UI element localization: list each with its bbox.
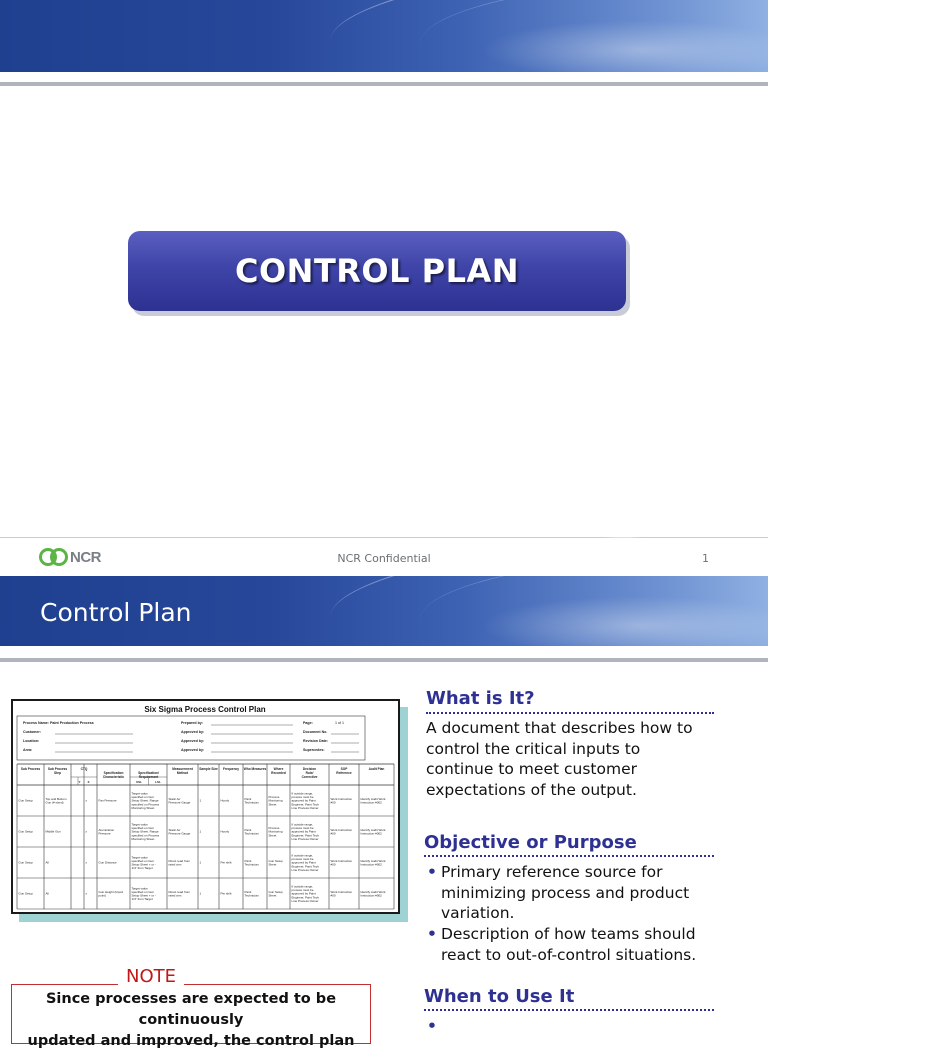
table-cell: #00 — [330, 862, 336, 867]
table-cell: Fan Pressure — [98, 798, 117, 803]
footer-confidential: NCR Confidential — [337, 552, 431, 565]
table-cell: Line Process Owner — [291, 836, 319, 841]
table-cell: Instruction #002 — [360, 831, 382, 836]
what-is-it-rule — [426, 712, 714, 714]
table-cell: Hourly — [220, 798, 230, 803]
footer-page-number: 1 — [702, 552, 709, 565]
table-cell: #00 — [330, 800, 336, 805]
form-field-label: Page: — [303, 721, 313, 725]
table-cell: x — [85, 798, 87, 803]
logo-text: NCR — [70, 548, 101, 566]
when-heading: When to Use It — [424, 986, 575, 1007]
table-cell: 1/4" from Target — [131, 897, 153, 902]
table-header: CTQ — [80, 767, 88, 771]
slide-title: CONTROL PLAN — [234, 252, 520, 290]
table-cell: Paint — [244, 796, 252, 801]
table-cell: Sheet — [268, 833, 277, 838]
table-cell: x — [85, 860, 87, 865]
table-cell: Identify Audit Work — [360, 796, 386, 801]
table-cell: Process — [268, 795, 280, 800]
objective-bullet-2: • Description of how teams should react to out-of-control situations. — [427, 925, 697, 964]
form-field-label: Location: — [23, 739, 40, 743]
form-field-label: Approved by: — [181, 748, 205, 752]
form-field-label: Supercedes: — [303, 748, 325, 752]
table-header: SOP — [340, 767, 348, 771]
table-cell: Monitoring — [268, 829, 283, 834]
when-rule — [424, 1009, 714, 1011]
table-cell: If outside range, — [291, 884, 314, 889]
table-cell: Target value — [131, 822, 148, 827]
table-cell: Instruction #002 — [360, 800, 382, 805]
table-cell: If outside range, — [291, 791, 314, 796]
table-cell: Target value — [131, 791, 148, 796]
table-cell: Gun Setup — [18, 829, 33, 834]
table-cell: Atomization — [98, 827, 115, 832]
control-plan-image — [11, 699, 400, 914]
form-field-label: Approved by: — [181, 739, 205, 743]
table-cell: Pressure Gauge — [168, 831, 191, 836]
table-cell: Target value — [131, 855, 148, 860]
table-cell: Monitoring Sheet. — [131, 836, 156, 841]
table-cell: process must be — [291, 826, 314, 831]
table-header: Rule/ — [305, 771, 314, 775]
table-cell: Setup Sheet + or - — [131, 893, 156, 898]
note-label: NOTE — [118, 966, 184, 987]
table-cell: Paint — [244, 827, 252, 832]
table-cell: Gun Setup — [18, 891, 33, 896]
table-header: Requirement — [138, 775, 159, 779]
what-is-it-text: A document that describes how to control the critical inputs to continue to meet customer expectations of the output. — [426, 719, 693, 799]
table-cell: Gun Setup — [268, 889, 283, 894]
table-cell: 1 — [199, 798, 202, 803]
table-cell: specified on Process — [131, 833, 160, 838]
table-cell: Gun (# sized) — [45, 800, 64, 805]
table-cell: If outside range, — [291, 853, 314, 858]
table-cell: 1 — [199, 860, 202, 865]
table-cell: Static Air — [168, 827, 181, 832]
objective-bullet-1: • Primary reference source for minimizing process and product variation. — [427, 863, 690, 922]
note-text: Since processes are expected to be continuously updated and improved, the control plan — [27, 991, 355, 1049]
table-cell: approved by Paint — [291, 860, 316, 865]
table-cell: Work Instruction — [330, 796, 353, 801]
table-cell: All — [45, 860, 49, 865]
table-cell: #00 — [330, 893, 336, 898]
table-header: Measurement — [172, 767, 193, 771]
table-cell: Identify Audit Work — [360, 858, 386, 863]
table-cell: specified on Process — [131, 802, 160, 807]
table-cell: Identify Audit Work — [360, 827, 386, 832]
table-cell: Technician — [244, 862, 259, 867]
table-cell: Process — [268, 826, 280, 831]
table-header: Decision — [302, 767, 317, 771]
table-cell: Gun Distance — [98, 860, 117, 865]
table-header: Specification — [103, 771, 124, 775]
table-header: Characteristic — [102, 775, 125, 779]
table-cell: Per shift — [220, 860, 232, 865]
table-cell: specified on Gun — [131, 795, 155, 800]
table-subheader: Y — [78, 780, 81, 784]
form-field-label: Document No. — [303, 730, 328, 734]
table-subheader: LSL — [155, 780, 161, 784]
table-header: Specification/ — [138, 771, 159, 775]
table-header: Recorded — [271, 771, 286, 775]
table-cell: point) — [98, 893, 107, 898]
table-cell: Work Instruction — [330, 889, 353, 894]
form-heading: Six Sigma Process Control Plan — [144, 705, 266, 714]
table-cell: Monitoring — [268, 798, 283, 803]
table-cell: #00 — [330, 831, 336, 836]
table-cell: Middle Gun — [45, 829, 61, 834]
table-cell: Setup Sheet. Range — [131, 829, 159, 834]
table-cell: Direct read from — [168, 858, 191, 863]
table-cell: Technician — [244, 893, 259, 898]
table-header: Who Measures — [243, 767, 267, 771]
table-cell: specified on Gun — [131, 858, 155, 863]
table-cell: Engineer, Paint Tech — [291, 833, 319, 838]
table-subheader: USL — [136, 780, 142, 784]
form-field-label: Revision Date: — [303, 739, 328, 743]
table-cell: approved by Paint — [291, 829, 316, 834]
table-cell: x — [85, 891, 87, 896]
table-cell: process must be — [291, 888, 314, 893]
table-cell: rated arm — [168, 893, 182, 898]
table-cell: Sheet — [268, 802, 277, 807]
table-cell: Direct read from — [168, 889, 191, 894]
table-cell: Sheet — [268, 893, 277, 898]
table-cell: Sheet — [268, 862, 277, 867]
table-cell: Setup Sheet. Range — [131, 798, 159, 803]
table-cell: 1 — [199, 891, 202, 896]
table-cell: Hourly — [220, 829, 230, 834]
objective-heading: Objective or Purpose — [424, 832, 637, 853]
what-is-it-heading: What is It? — [426, 688, 535, 709]
table-header: Audit Plan — [368, 767, 385, 771]
table-cell: specified on Gun — [131, 826, 155, 831]
table-cell: Line Process Owner — [291, 867, 319, 872]
table-cell: Paint — [244, 889, 252, 894]
table-cell: process must be — [291, 857, 314, 862]
table-cell: All — [45, 891, 49, 896]
table-subheader: X — [87, 780, 90, 784]
slide-2 — [0, 576, 768, 1049]
table-cell: Static Air — [168, 796, 181, 801]
table-header: Where — [273, 767, 284, 771]
table-cell: Engineer, Paint Tech — [291, 864, 319, 869]
table-cell: 1 — [199, 829, 202, 834]
table-cell: 1/4" from Target — [131, 866, 153, 871]
table-cell: Engineer, Paint Tech — [291, 895, 319, 900]
table-cell: Engineer, Paint Tech — [291, 802, 319, 807]
title-box — [128, 231, 626, 311]
form-field-label: Approved by: — [181, 730, 205, 734]
banner-divider — [0, 658, 768, 662]
table-cell: Instruction #002 — [360, 862, 382, 867]
table-cell: Gun Setup — [18, 860, 33, 865]
table-cell: Line Process Owner — [291, 805, 319, 810]
slide-1 — [0, 0, 768, 576]
table-cell: Paint — [244, 858, 252, 863]
table-cell: process must be — [291, 795, 314, 800]
table-cell: Work Instruction — [330, 858, 353, 863]
table-cell: Gun Height (tripod — [98, 889, 124, 894]
form-page-value: 1 of 1 — [335, 721, 344, 725]
form-field-label: Prepared by: — [181, 721, 203, 725]
slide-title: Control Plan — [40, 598, 192, 627]
table-cell: Instruction #002 — [360, 893, 382, 898]
table-cell: Technician — [244, 800, 259, 805]
table-cell: Per shift — [220, 891, 232, 896]
table-cell: Technician — [244, 831, 259, 836]
table-cell: Target value — [131, 886, 148, 891]
table-cell: Gun Setup — [268, 858, 283, 863]
table-cell: Work Instruction — [330, 827, 353, 832]
table-cell: Pressure — [98, 831, 111, 836]
banner-divider — [0, 82, 768, 86]
header-banner — [0, 576, 768, 646]
table-header: Reference — [336, 771, 352, 775]
table-cell: x — [85, 829, 87, 834]
form-field-label: Process Name: Paint Production Process — [23, 721, 94, 725]
table-cell: specified on Gun — [131, 889, 155, 894]
table-header: Sub Process — [20, 767, 41, 771]
table-cell: Identify Audit Work — [360, 889, 386, 894]
form-field-label: Customer: — [23, 730, 41, 734]
when-bullet-1: • — [427, 1017, 437, 1035]
table-header: Corrective — [301, 775, 318, 779]
table-cell: Pressure Gauge — [168, 800, 191, 805]
table-cell: Top and Bottom — [45, 796, 67, 801]
table-cell: Setup Sheet + or - — [131, 862, 156, 867]
form-field-label: Area: — [23, 748, 33, 752]
header-banner — [0, 0, 768, 72]
table-cell: approved by Paint — [291, 891, 316, 896]
table-header: Frequency — [222, 767, 240, 771]
table-cell: Gun Setup — [18, 798, 33, 803]
table-cell: Line Process Owner — [291, 898, 319, 903]
table-header: Sub Process — [47, 767, 68, 771]
table-cell: If outside range, — [291, 822, 314, 827]
table-header: Method — [176, 771, 189, 775]
control-plan-form — [13, 701, 398, 912]
table-header: Sample Size — [199, 767, 218, 771]
table-cell: approved by Paint — [291, 798, 316, 803]
table-cell: rated arm — [168, 862, 182, 867]
table-cell: Monitoring Sheet. — [131, 805, 156, 810]
objective-rule — [424, 855, 714, 857]
table-header: Step — [54, 771, 61, 775]
